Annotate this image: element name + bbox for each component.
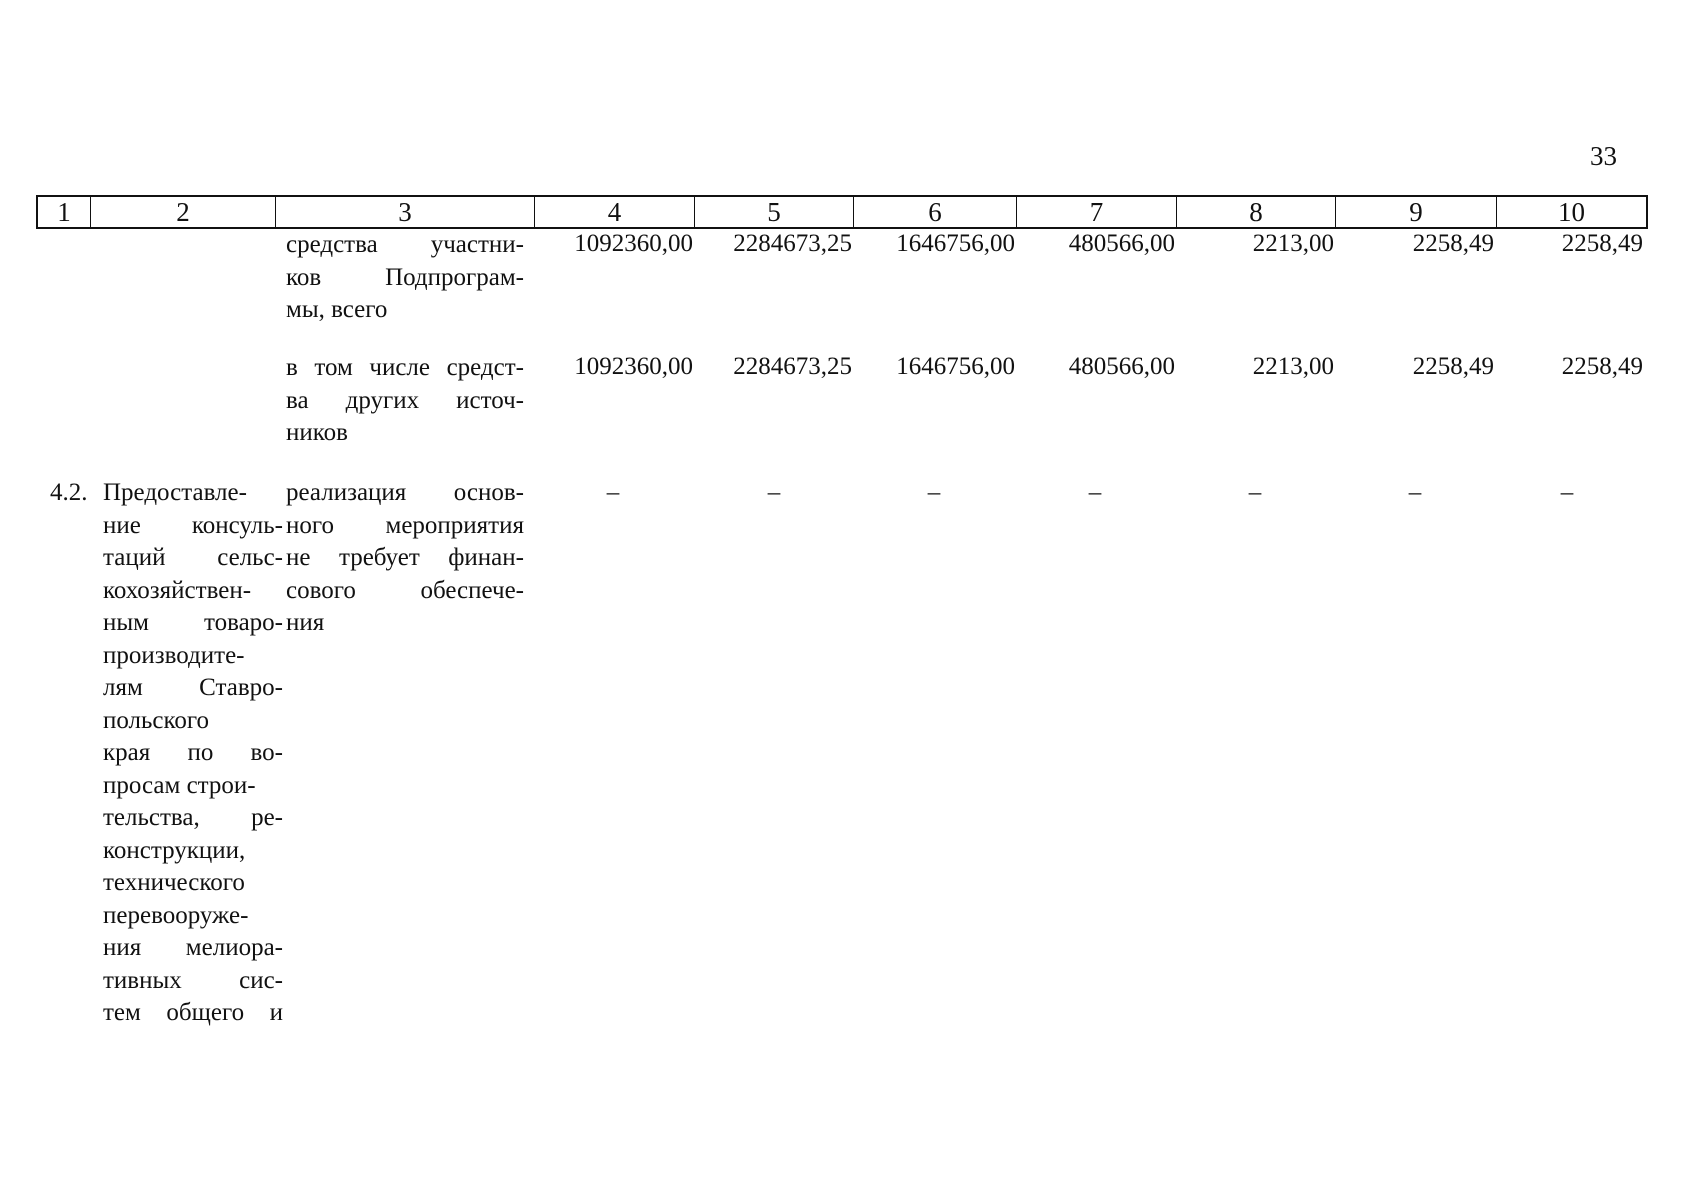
- header-col-10: 10: [1558, 197, 1585, 227]
- row-other-sources-col6: 1646756,00: [896, 353, 1015, 380]
- row-4-2-description-line: кохозяйствен-: [103, 576, 252, 604]
- header-col-3: 3: [276, 197, 535, 227]
- row-4-2-description-line: ния мелиора-: [103, 934, 283, 961]
- row-participants-col6: 1646756,00: [896, 230, 1015, 257]
- row-4-2-number: 4.2.: [50, 479, 88, 506]
- row-4-2-col5: –: [767, 479, 781, 506]
- row-other-sources-label-line: в том числе средст-: [286, 354, 524, 381]
- row-other-sources-col4: 1092360,00: [574, 353, 693, 380]
- row-4-2-col8: –: [1248, 479, 1262, 506]
- row-other-sources-col8: 2213,00: [1252, 353, 1334, 380]
- row-4-2-description-line: тельства, ре-: [103, 804, 283, 831]
- row-other-sources-label-line: ников: [286, 419, 348, 446]
- row-4-2-description-line: ным товаро-: [103, 609, 283, 636]
- row-other-sources-col7: 480566,00: [1068, 353, 1175, 380]
- row-4-2-funding-note: [286, 477, 524, 640]
- row-4-2-description-line: перевооруже-: [103, 901, 249, 929]
- row-4-2-description-line: тем общего и: [103, 999, 283, 1026]
- row-4-2-funding-note-line: реализация основ-: [286, 479, 524, 506]
- row-4-2-col10: –: [1560, 479, 1574, 506]
- row-4-2-description-line: таций сельс-: [103, 544, 283, 571]
- header-col-9: 9: [1336, 197, 1497, 227]
- row-participants-col5: 2284673,25: [733, 230, 852, 257]
- row-participants-label: [286, 229, 524, 327]
- row-4-2-funding-note-line: ного мероприятия: [286, 511, 524, 539]
- row-4-2-description-line: конструкции,: [103, 836, 246, 864]
- row-other-sources-label: [286, 352, 524, 450]
- row-participants-col10: 2258,49: [1561, 230, 1643, 257]
- row-4-2-funding-note-line: сового обеспече-: [286, 576, 524, 604]
- row-4-2-description-line: производите-: [103, 641, 245, 669]
- page-number: 33: [1590, 141, 1617, 171]
- row-other-sources-col10: 2258,49: [1561, 353, 1643, 380]
- row-4-2-description-line: просам строи-: [103, 771, 256, 799]
- row-participants-col8: 2213,00: [1252, 230, 1334, 257]
- row-4-2-description-line: Предоставле-: [103, 479, 247, 506]
- row-participants-col9: 2258,49: [1412, 230, 1494, 257]
- row-4-2-description-line: польского: [103, 706, 210, 734]
- row-other-sources-label-line: ва других источ-: [286, 386, 524, 414]
- header-col-7: 7: [1017, 197, 1177, 227]
- row-participants-col7: 480566,00: [1068, 230, 1175, 257]
- header-col-8: 8: [1177, 197, 1336, 227]
- row-4-2-description-line: края по во-: [103, 739, 283, 766]
- row-other-sources-col5: 2284673,25: [733, 353, 852, 380]
- row-4-2-description-line: лям Ставро-: [103, 674, 283, 701]
- row-participants-label-line: ков Подпрограм-: [286, 263, 524, 291]
- row-4-2-description-line: технического: [103, 869, 245, 896]
- header-col-5: 5: [695, 197, 854, 227]
- row-4-2-description-line: ние консуль-: [103, 511, 283, 539]
- header-col-6: 6: [854, 197, 1017, 227]
- row-4-2-funding-note-line: ния: [286, 609, 325, 636]
- row-participants-col4: 1092360,00: [574, 230, 693, 257]
- table-header-row: [36, 195, 1648, 229]
- row-participants-label-line: мы, всего: [286, 296, 388, 323]
- header-col-1: 1: [38, 197, 91, 227]
- row-4-2-funding-note-line: не требует финан-: [286, 544, 524, 571]
- header-col-2: 2: [91, 197, 276, 227]
- row-4-2-col6: –: [927, 479, 941, 506]
- row-4-2-description-line: тивных сис-: [103, 966, 283, 994]
- row-participants-label-line: средства участни-: [286, 231, 524, 258]
- row-other-sources-col9: 2258,49: [1412, 353, 1494, 380]
- header-col-4: 4: [535, 197, 695, 227]
- row-4-2-description: [103, 477, 283, 1030]
- row-4-2-col9: –: [1408, 479, 1422, 506]
- row-4-2-col4: –: [606, 479, 620, 506]
- row-4-2-col7: –: [1088, 479, 1102, 506]
